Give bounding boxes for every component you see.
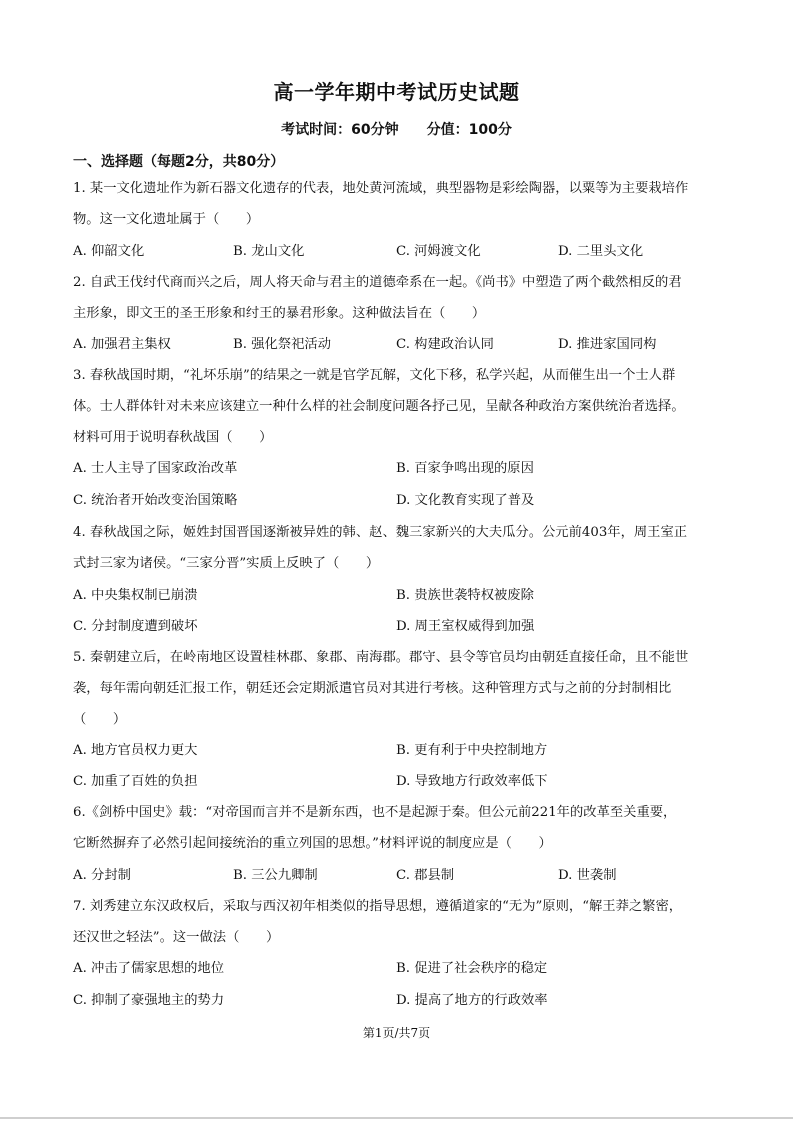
page-number: 第1页/共7页 — [362, 1026, 431, 1040]
question-3-option-a: A. 士人主导了国家政治改革 — [73, 461, 238, 476]
question-4-line-2: 式封三家为诸侯。“三家分晋”实质上反映了（ ） — [73, 556, 380, 571]
question-5-option-a: A. 地方官员权力更大 — [73, 743, 198, 758]
question-1-line-2: 物。这一文化遗址属于（ ） — [73, 212, 260, 227]
page-title: 高一学年期中考试历史试题 — [273, 80, 520, 104]
question-1-option-a: A. 仰韶文化 — [73, 244, 145, 259]
question-5-line-3: （ ） — [73, 712, 127, 727]
question-3-line-3: 材料可用于说明春秋战国（ ） — [73, 430, 273, 445]
question-3-line-2: 体。士人群体针对未来应该建立一种什么样的社会制度问题各抒己见，呈献各种政治方案供统治者选择。 — [73, 399, 685, 414]
exam-info — [0, 119, 793, 139]
question-2-line-1: 2. 自武王伐纣代商而兴之后，周人将天命与君主的道德牵系在一起。《尚书》中塑造了两个截然相反的君 — [73, 275, 682, 290]
question-5-option-b: B. 更有利于中央控制地方 — [396, 743, 548, 758]
question-2-option-b: B. 强化祭祀活动 — [233, 337, 332, 352]
question-5-option-c: C. 加重了百姓的负担 — [73, 774, 198, 789]
question-1-option-d: D. 二里头文化 — [558, 244, 644, 259]
question-6-line-2: 它断然摒弃了必然引起间接统治的重立列国的思想。”材料评说的制度应是（ ） — [73, 836, 552, 851]
question-4-option-a: A. 中央集权制已崩溃 — [73, 588, 198, 603]
question-2-option-d: D. 推进家国同构 — [558, 337, 657, 352]
question-4-line-1: 4. 春秋战国之际，姬姓封国晋国逐渐被异姓的韩、赵、魏三家新兴的大夫瓜分。公元前403年，周王室正 — [73, 525, 688, 540]
question-5-line-1: 5. 秦朝建立后，在岭南地区设置桂林郡、象郡、南海郡。郡守、县令等官员均由朝廷直接任命，且不能世 — [73, 650, 689, 665]
question-7-option-c: C. 抑制了豪强地主的势力 — [73, 993, 225, 1008]
question-5-line-2: 袭，每年需向朝廷汇报工作，朝廷还会定期派遣官员对其进行考核。这种管理方式与之前的分封制相比 — [73, 681, 672, 696]
question-4-option-d: D. 周王室权威得到加强 — [396, 619, 535, 634]
question-1-line-1: 1. 某一文化遗址作为新石器文化遗存的代表，地处黄河流域，典型器物是彩绘陶器，以粟等为主要栽培作 — [73, 181, 689, 196]
question-5-option-d: D. 导致地方行政效率低下 — [396, 774, 548, 789]
question-4-option-c: C. 分封制度遭到破坏 — [73, 619, 198, 634]
question-3-option-d: D. 文化教育实现了普及 — [396, 493, 535, 508]
question-6-option-b: B. 三公九卿制 — [233, 868, 318, 883]
question-3-line-1: 3. 春秋战国时期，“礼坏乐崩”的结果之一就是官学瓦解，文化下移，私学兴起，从而催生出一个士人群 — [73, 368, 676, 383]
question-7-option-b: B. 促进了社会秩序的稳定 — [396, 961, 548, 976]
page-bottom-divider — [0, 1117, 793, 1119]
question-6-option-d: D. 世袭制 — [558, 868, 617, 883]
question-6-line-1: 6.《剑桥中国史》载：“对帝国而言并不是新东西，也不是起源于秦。但公元前221年的改革至关重要， — [73, 805, 677, 820]
question-7-line-1: 7. 刘秀建立东汉政权后，采取与西汉初年相类似的指导思想，遵循道家的“无为”原则，“解王莽之繁密， — [73, 899, 683, 914]
question-3-option-b: B. 百家争鸣出现的原因 — [396, 461, 534, 476]
question-6-option-a: A. 分封制 — [73, 868, 131, 883]
section-heading: 一、选择题（每题2分，共80分） — [73, 154, 285, 170]
question-6-option-c: C. 郡县制 — [396, 868, 455, 883]
question-2-line-2: 主形象，即文王的圣王形象和纣王的暴君形象。这种做法旨在（ ） — [73, 306, 486, 321]
exam-time: 考试时间：60分钟 — [281, 122, 399, 138]
exam-score: 分值：100分 — [426, 122, 512, 138]
question-1-option-b: B. 龙山文化 — [233, 244, 305, 259]
question-3-option-c: C. 统治者开始改变治国策略 — [73, 493, 238, 508]
question-4-option-b: B. 贵族世袭特权被废除 — [396, 588, 534, 603]
question-7-option-d: D. 提高了地方的行政效率 — [396, 993, 548, 1008]
question-1-option-c: C. 河姆渡文化 — [396, 244, 481, 259]
question-2-option-c: C. 构建政治认同 — [396, 337, 494, 352]
question-7-option-a: A. 冲击了儒家思想的地位 — [73, 961, 225, 976]
question-2-option-a: A. 加强君主集权 — [73, 337, 171, 352]
question-7-line-2: 还汉世之轻法”。这一做法（ ） — [73, 930, 280, 945]
